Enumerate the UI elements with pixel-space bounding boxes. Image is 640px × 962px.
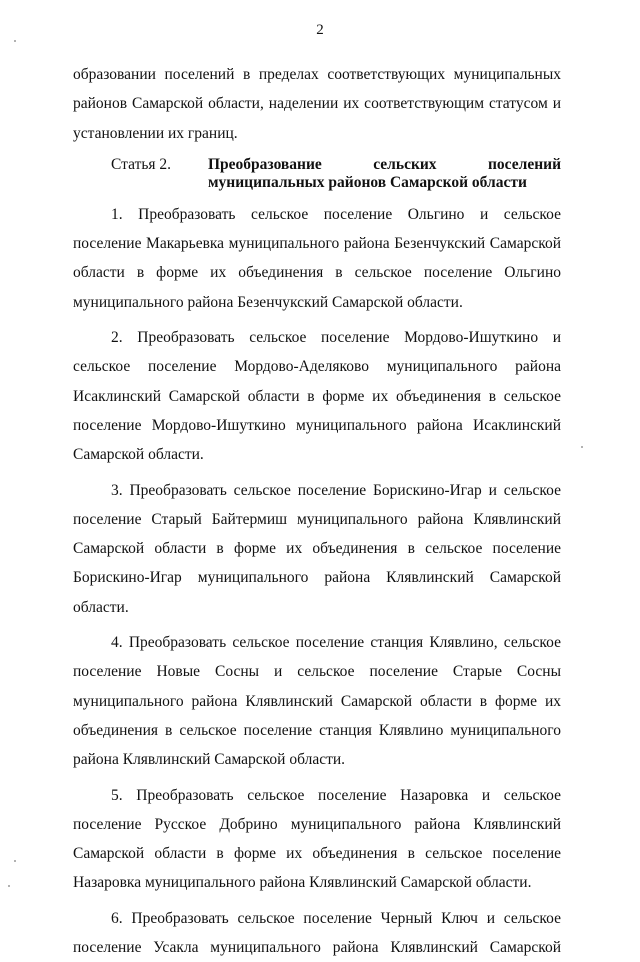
page-number: 2: [316, 22, 324, 38]
scan-speck: [581, 446, 583, 448]
document-body: [73, 60, 561, 962]
paragraph-3: 3. Преобразовать сельское поселение Борискино-Игар и сельское поселение Старый Байтермиш муниципального района Клявлинский Самарской области в форме их объединения в сельское поселение Борискино-Игар муниципального района Клявлинский Самарской области.: [73, 481, 561, 616]
paragraph-2: 2. Преобразовать сельское поселение Мордово-Ишуткино и сельское поселение Мордово-Аделяково муниципального района Исаклинский Самарской области в форме их объединения в сельское поселение Мордово-Ишуткино муниципального района Исаклинский Самарской области.: [73, 329, 561, 464]
paragraph-6: 6. Преобразовать сельское поселение Черный Ключ и сельское поселение Усакла муниципального района Клявлинский Самарской: [73, 909, 561, 957]
paragraph-5: 5. Преобразовать сельское поселение Назаровка и сельское поселение Русское Добрино муниципального района Клявлинский Самарской области в форме их объединения в сельское поселение Назаровка муниципального района Клявлинский Самарской области.: [73, 786, 561, 892]
scan-speck: [8, 885, 10, 887]
paragraph-1: 1. Преобразовать сельское поселение Ольгино и сельское поселение Макарьевка муниципального района Безенчукский Самарской области в форме их объединения в сельское поселение Ольгино муниципального района Безенчукский Самарской области.: [73, 205, 561, 311]
intro-paragraph: образовании поселений в пределах соответствующих муниципальных районов Самарской области, наделении их соответствующим статусом и установлении их границ.: [73, 66, 561, 142]
paragraph-4: 4. Преобразовать сельское поселение станция Клявлино, сельское поселение Новые Сосны и сельское поселение Старые Сосны муниципального района Клявлинский Самарской области в форме их объединения в сельское поселение станция Клявлино муниципального района Клявлинский Самарской области.: [73, 634, 561, 769]
article-heading: [73, 154, 561, 200]
scan-speck: [14, 40, 16, 42]
article-label: Статья 2.: [111, 155, 172, 173]
article-title: Преобразование сельских поселений муниципальных районов Самарской области: [208, 155, 561, 191]
scan-speck: [14, 860, 16, 862]
